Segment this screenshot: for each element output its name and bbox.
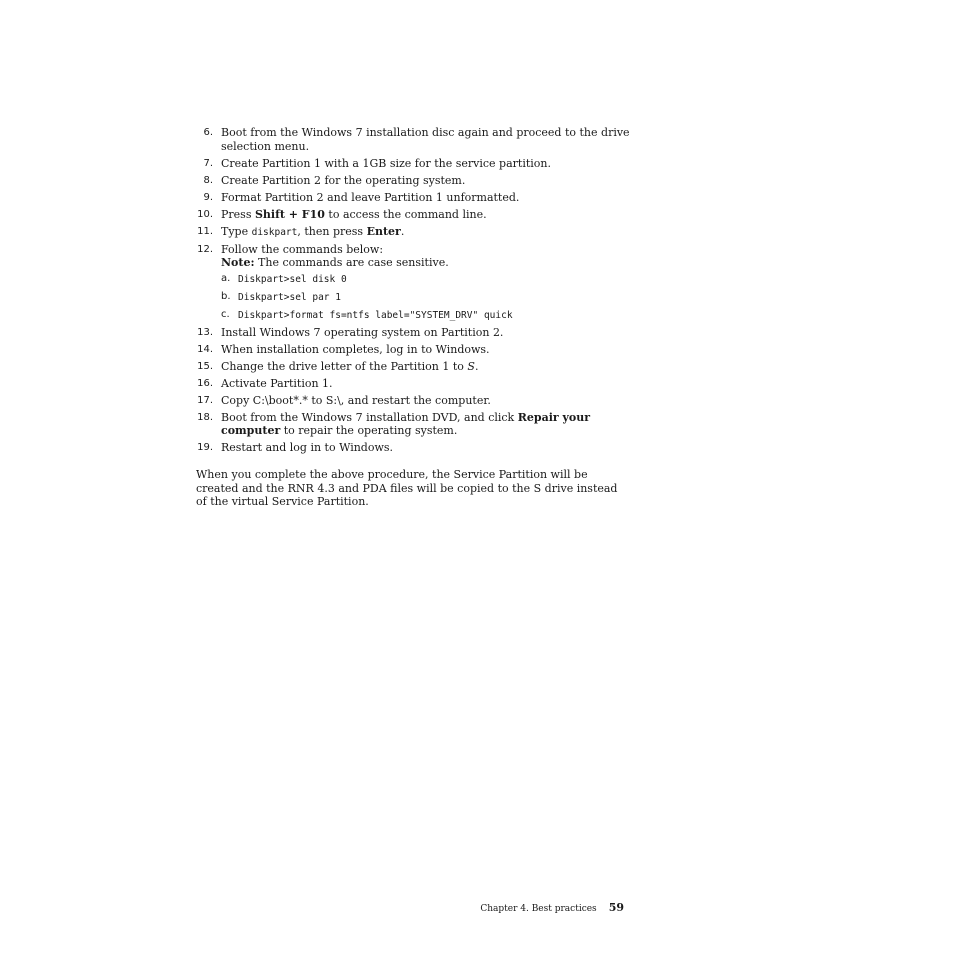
step-text-post: to access the command line.: [324, 207, 487, 221]
step-text-pre: Press: [221, 207, 255, 221]
page-number: 59: [608, 901, 624, 914]
key-combination: Shift + F10: [254, 207, 325, 221]
step-text-post: .: [474, 359, 479, 373]
procedure-steps: [190, 126, 630, 458]
step-number: 12.: [197, 243, 213, 255]
step-19: [190, 441, 630, 455]
note: [221, 256, 630, 270]
step-13: [190, 326, 630, 340]
sub-step-letter: c.: [221, 308, 230, 320]
step-9: [190, 191, 630, 205]
step-text: When installation completes, log in to Windows.: [221, 342, 490, 356]
step-number: 13.: [197, 326, 213, 338]
step-11: [190, 225, 630, 240]
step-17: [190, 394, 630, 408]
step-text-mid: , then press: [297, 224, 367, 238]
step-7: [190, 157, 630, 171]
step-number: 11.: [197, 225, 213, 237]
note-label: Note:: [221, 256, 255, 270]
step-number: 16.: [197, 377, 213, 389]
step-text: Copy C:\boot*.* to S:\, and restart the computer.: [221, 393, 491, 407]
chapter-title: Chapter 4. Best practices: [480, 904, 597, 914]
sub-steps: [221, 272, 630, 323]
command-code: diskpart: [251, 226, 298, 238]
step-16: [190, 377, 630, 391]
page-footer: [480, 901, 624, 914]
step-14: [190, 343, 630, 357]
ui-command: Repair your computer: [221, 410, 591, 438]
step-number: 19.: [197, 442, 213, 454]
step-text-post: .: [400, 224, 405, 238]
command-code: Diskpart>format fs=ntfs label="SYSTEM_DRV" quick: [238, 309, 513, 321]
step-15: [190, 360, 630, 374]
closing-paragraph: When you complete the above procedure, the Service Partition will be created and the RNR 4.3 and PDA files will be copied to the S drive instead of the virtual Service Partition.: [196, 468, 618, 509]
step-text-pre: Boot from the Windows 7 installation DVD, and click: [221, 410, 518, 424]
step-text: Follow the commands below:: [221, 242, 384, 256]
step-number: 8.: [203, 174, 213, 186]
step-text: Restart and log in to Windows.: [221, 441, 394, 455]
step-number: 10.: [197, 208, 213, 220]
step-text: Install Windows 7 operating system on Partition 2.: [221, 325, 504, 339]
step-text-post: to repair the operating system.: [280, 424, 458, 438]
sub-step-b: [221, 290, 630, 305]
command-code: Diskpart>sel par 1: [238, 291, 341, 303]
step-text-pre: Change the drive letter of the Partition 1 to: [221, 359, 468, 373]
step-number: 6.: [203, 127, 213, 138]
step-number: 9.: [203, 191, 213, 203]
step-text: Create Partition 1 with a 1GB size for the service partition.: [221, 156, 551, 170]
sub-step-letter: b.: [221, 290, 231, 302]
step-text: Format Partition 2 and leave Partition 1 unformatted.: [221, 190, 520, 204]
command-code: Diskpart>sel disk 0: [238, 273, 347, 285]
step-number: 18.: [197, 411, 213, 423]
sub-step-letter: a.: [221, 272, 231, 284]
step-12: [190, 243, 630, 323]
step-number: 17.: [197, 394, 213, 406]
key-name: Enter: [366, 224, 401, 238]
step-text: Boot from the Windows 7 installation disc again and proceed to the drive selection menu.: [221, 126, 630, 153]
step-10: [190, 208, 630, 222]
step-text: Activate Partition 1.: [221, 376, 333, 390]
step-8: [190, 174, 630, 188]
step-number: 7.: [203, 157, 213, 169]
note-text: The commands are case sensitive.: [254, 256, 449, 270]
sub-step-a: [221, 272, 630, 287]
step-6: [190, 126, 630, 153]
step-18: [190, 411, 630, 438]
step-text: Create Partition 2 for the operating system.: [221, 173, 466, 187]
drive-letter: S: [467, 359, 475, 373]
step-number: 15.: [197, 360, 213, 372]
sub-step-c: [221, 308, 630, 323]
step-text-pre: Type: [221, 224, 252, 238]
step-number: 14.: [197, 343, 213, 355]
